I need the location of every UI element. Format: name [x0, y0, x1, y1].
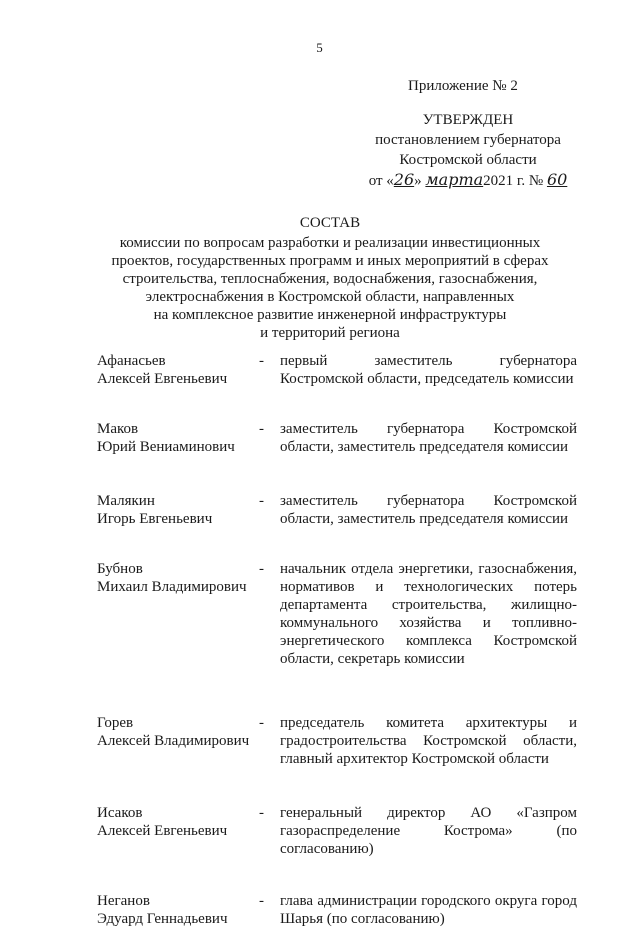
member-entry [97, 714, 577, 768]
title-heading: СОСТАВ [299, 215, 361, 231]
member-name [97, 420, 257, 456]
member-entry [97, 492, 577, 528]
member-entry [97, 352, 577, 388]
title-line: на комплексное развитие инженерной инфраструктуры [153, 307, 507, 323]
title-line: и территорий региона [260, 325, 400, 341]
member-entry [97, 892, 577, 928]
member-given-names: Юрий Вениаминович [97, 439, 235, 455]
approval-block [338, 110, 598, 191]
member-role: председатель комитета архитектуры и градостроительства Костромской области, главный архитектор Костромской области [280, 715, 577, 767]
member-role: начальник отдела энергетики, газоснабжения, нормативов и технологических потерь департамента строительства, жилищно-коммунального хозяйства и топливно-энергетического комплекса Костромской области, секретарь комиссии [280, 561, 577, 667]
member-surname: Горев [97, 715, 134, 731]
document-title [70, 214, 590, 342]
title-line: электроснабжения в Костромской области, направленных [145, 289, 515, 305]
appendix-label: Приложение № 2 [408, 78, 518, 94]
date-prefix: от « [368, 173, 394, 189]
member-given-names: Михаил Владимирович [97, 579, 247, 595]
member-role: заместитель губернатора Костромской области, заместитель председателя комиссии [280, 421, 577, 455]
member-name [97, 352, 257, 388]
member-entry [97, 804, 577, 858]
approval-line-2: Костромской области [399, 152, 537, 168]
title-line: комиссии по вопросам разработки и реализации инвестиционных [119, 235, 541, 251]
member-entry [97, 560, 577, 668]
member-surname: Исаков [97, 805, 143, 821]
date-day-handwritten: 26 [393, 170, 415, 189]
date-mid: » [414, 173, 422, 189]
date-month-handwritten: марта [425, 170, 484, 189]
member-dash: - [259, 715, 264, 731]
member-dash: - [259, 893, 264, 909]
member-given-names: Игорь Евгеньевич [97, 511, 213, 527]
member-entry [97, 420, 577, 456]
date-year: 2021 г. № [483, 173, 544, 189]
members-list [97, 352, 577, 928]
member-given-names: Алексей Владимирович [97, 733, 250, 749]
member-role: генеральный директор АО «Газпром газораспределение Кострома» (по согласованию) [280, 805, 577, 857]
title-line: строительства, теплоснабжения, водоснабжения, газоснабжения, [122, 271, 538, 287]
member-dash: - [259, 561, 264, 577]
member-name [97, 892, 257, 928]
page-number: 5 [316, 40, 323, 55]
member-dash: - [259, 421, 264, 437]
member-surname: Малякин [97, 493, 155, 509]
member-name [97, 804, 257, 840]
member-role: глава администрации городского округа город Шарья (по согласованию) [280, 893, 577, 927]
member-given-names: Эдуард Геннадьевич [97, 911, 228, 927]
member-given-names: Алексей Евгеньевич [97, 823, 228, 839]
member-surname: Неганов [97, 893, 150, 909]
member-dash: - [259, 493, 264, 509]
member-role: заместитель губернатора Костромской области, заместитель председателя комиссии [280, 493, 577, 527]
member-dash: - [259, 353, 264, 369]
approval-line-1: постановлением губернатора [375, 132, 561, 148]
member-dash: - [259, 805, 264, 821]
member-role: первый заместитель губернатора Костромской области, председатель комиссии [280, 353, 577, 387]
member-name [97, 560, 257, 596]
approval-date-line [338, 170, 598, 191]
member-surname: Маков [97, 421, 139, 437]
member-surname: Афанасьев [97, 353, 166, 369]
document-number-handwritten: 60 [546, 170, 568, 189]
approval-heading: УТВЕРЖДЕН [422, 112, 514, 128]
member-name [97, 492, 257, 528]
member-surname: Бубнов [97, 561, 143, 577]
member-name [97, 714, 257, 750]
member-given-names: Алексей Евгеньевич [97, 371, 228, 387]
title-line: проектов, государственных программ и иных мероприятий в сферах [111, 253, 549, 269]
